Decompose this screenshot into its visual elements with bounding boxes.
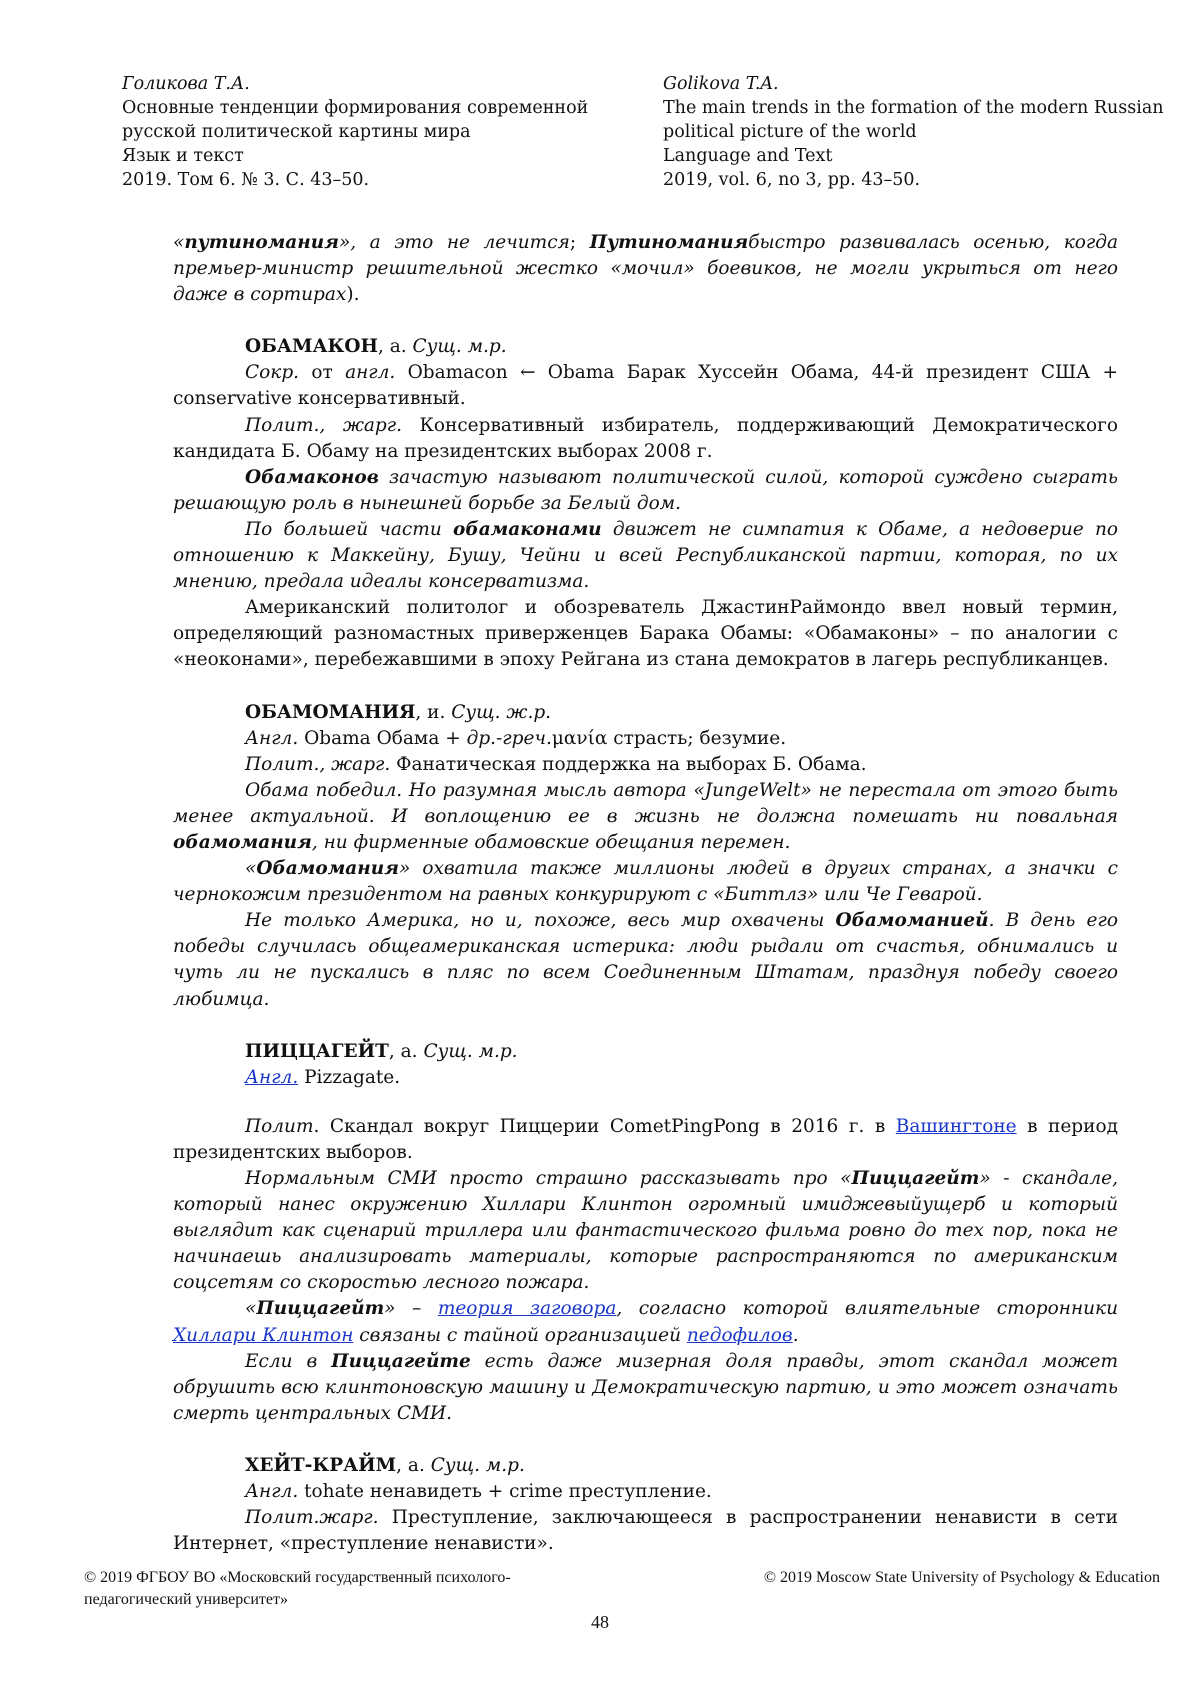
intro-continuation: «путиномания», а это не лечится; Путиноманиябыстро развивалась осенью, когда премьер-министр решительной жестко «мочил» боевиков, не могли укрыться от него даже в сортирах).	[173, 232, 1118, 306]
entry-pizzagate	[173, 1039, 1118, 1427]
entry-headword: ОБАМОМАНИЯ	[245, 701, 416, 723]
entry-obamakon	[173, 334, 1118, 673]
entry-headword: ПИЦЦАГЕЙТ	[245, 1040, 389, 1062]
entry-obamomania	[173, 700, 1118, 1013]
entry-headword: ОБАМАКОН	[245, 336, 378, 358]
header-title-line-2: political picture of the world	[663, 122, 917, 142]
page-number: 48	[591, 1612, 609, 1632]
header-title-line-1: The main trends in the formation of the modern Russian	[663, 98, 1164, 118]
entry-example: По большей части обамаконами движет не симпатия к Обаме, а недоверие по отношению к Маккейну, Бушу, Чейни и всей Республиканской партии, которая, по их мнению, предала идеалы консерватизма.	[173, 518, 1119, 593]
entry-definition: Полит. Скандал вокруг Пиццерии CometPingPong в 2016 г. в Вашингтоне в период президентских выборов.	[173, 1115, 1118, 1163]
entry-example: Нормальным СМИ просто страшно рассказывать про «Пиццагейт» - скандале, который нанес окружению Хиллари Клинтон огромный имиджевыйущерб и который выглядит как сценарий триллера или фантастического фильма ровно до тех пор, пока не начинаешь анализировать материалы, которые распространяются по американским соцсетям со скоростью лесного пожара.	[173, 1168, 1118, 1294]
header-issue: 2019, vol. 6, no 3, pp. 43–50.	[663, 170, 921, 190]
entry-definition: Полит., жарг. Консервативный избиратель, поддерживающий Демократического кандидата Б. Обаму на президентских выборах 2008 г.	[173, 414, 1118, 462]
running-header-english	[663, 72, 1183, 192]
link-washington[interactable]: Вашингтоне	[895, 1115, 1017, 1137]
entry-commentary: Американский политолог и обозреватель ДжастинРаймондо ввел новый термин, определяющий разномастных приверженцев Барака Обамы: «Обамаконы» – по аналогии с «неоконами», перебежавшими в эпоху Рейгана из стана демократов в лагерь республиканцев.	[173, 597, 1118, 671]
entry-example: Обама победил. Но разумная мысль автора «JungeWelt» не перестала от этого быть менее актуальной. И воплощению ее в жизнь не должна помешать ни повальная обамомания, ни фирменные обамовские обещания перемен.	[173, 779, 1118, 853]
entry-example: «Пиццагейт» – теория заговора, согласно которой влиятельные сторонники Хиллари Клинтон связаны с тайной организацией педофилов.	[173, 1298, 1119, 1346]
headword-inline: Путиномания	[589, 232, 749, 253]
entry-head: ХЕЙТ-КРАЙМ, а. Сущ. м.р.	[245, 1454, 525, 1476]
link-angl[interactable]: Англ.	[245, 1066, 299, 1088]
header-author: Golikova T.A.	[663, 74, 779, 94]
entry-definition: Полит., жарг. Фанатическая поддержка на выборах Б. Обама.	[245, 753, 867, 775]
header-issue: 2019. Том 6. № 3. С. 43–50.	[122, 170, 370, 190]
footer-copyright-russian: © 2019 ФГБОУ ВО «Московский государственный психолого- педагогический университет»	[84, 1569, 511, 1608]
headword-inline: путиномания	[184, 232, 339, 253]
entry-definition: Полит.жарг. Преступление, заключающееся в распространении ненависти в сети Интернет, «преступление ненависти».	[173, 1507, 1118, 1555]
entry-headword: ХЕЙТ-КРАЙМ	[245, 1454, 397, 1476]
entry-example: «Обамомания» охватила также миллионы людей в других странах, а значки с чернокожим президентом на равных конкурируют с «Биттлз» или Че Геварой.	[173, 858, 1118, 906]
header-author: Голикова Т.А.	[122, 74, 250, 94]
entry-example: Если в Пиццагейте есть даже мизерная доля правды, этот скандал может обрушить всю клинтоновскую машину и Демократическую партию, и это может означать смерть центральных СМИ.	[173, 1350, 1118, 1424]
entry-etymology: Англ. Pizzagate.	[245, 1066, 401, 1088]
header-journal: Language and Text	[663, 146, 833, 166]
footer-copyright-english: © 2019 Moscow State University of Psychology & Education	[763, 1569, 1160, 1586]
entry-etymology: Англ. Obama Обама + др.-греч.μανία страсть; безумие.	[245, 727, 787, 749]
entry-hate-crime	[173, 1453, 1118, 1557]
running-header-russian	[122, 72, 642, 192]
entry-example: Не только Америка, но и, похоже, весь мир охвачены Обамоманией. В день его победы случилась общеамериканская истерика: люди рыдали от счастья, обнимались и чуть ли не пускались в пляс по всем Соединенным Штатам, празднуя победу своего любимца.	[173, 910, 1118, 1010]
entry-head: ПИЦЦАГЕЙТ, а. Сущ. м.р.	[245, 1040, 518, 1062]
link-conspiracy-theory[interactable]: теория заговора	[437, 1298, 617, 1320]
article-body	[173, 230, 1118, 1557]
link-hillary-clinton[interactable]: Хиллари Клинтон	[173, 1324, 354, 1346]
header-journal: Язык и текст	[122, 146, 244, 166]
entry-head: ОБАМАКОН, а. Сущ. м.р.	[245, 336, 507, 358]
link-pedophiles[interactable]: педофилов	[686, 1324, 793, 1346]
entry-etymology: Сокр. от англ. Obamacon ← Obama Барак Хуссейн Обама, 44-й президент США + conservative консервативный.	[173, 362, 1118, 410]
entry-example: Обамаконов зачастую называют политической силой, которой суждено сыграть решающую роль в нынешней борьбе за Белый дом.	[173, 466, 1118, 514]
entry-etymology: Англ. tohate ненавидеть + crime преступление.	[245, 1481, 712, 1503]
header-title-line-1: Основные тенденции формирования современной	[122, 98, 589, 118]
entry-head: ОБАМОМАНИЯ, и. Сущ. ж.р.	[245, 701, 552, 723]
header-title-line-2: русской политической картины мира	[122, 122, 471, 142]
